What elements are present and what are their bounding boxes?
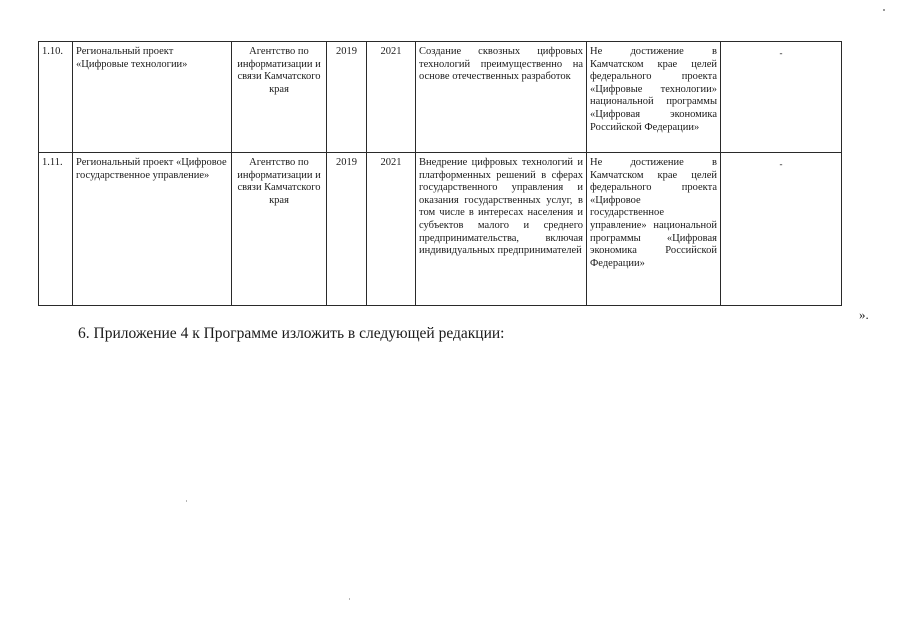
start-year: 2019	[327, 153, 367, 306]
project-name: Региональный проект «Цифровое государственное управление»	[73, 153, 232, 306]
section-heading: 6. Приложение 4 к Программе изложить в следующей редакции:	[78, 325, 505, 342]
end-year: 2021	[367, 153, 416, 306]
scan-speck	[186, 500, 187, 502]
scan-mark	[883, 9, 885, 11]
scan-speck	[349, 598, 350, 600]
row-number: 1.10.	[39, 42, 73, 153]
expected-result: Внедрение цифровых технологий и платформенных решений в сферах государственного управления и оказания государственных услуг, в том числе в интересах населения и субъектов малого и среднего предпринимательства, включая индивидуальных предпринимателей	[416, 153, 587, 306]
project-name: Региональный проект «Цифровые технологии»	[73, 42, 232, 153]
expected-result: Создание сквозных цифровых технологий преимущественно на основе отечественных разработок	[416, 42, 587, 153]
table-row	[39, 42, 842, 153]
table-row	[39, 153, 842, 306]
end-year: 2021	[367, 42, 416, 153]
row-number: 1.11.	[39, 153, 73, 306]
indicator-link-cell	[721, 42, 842, 153]
non-implementation-consequence: Не достижение в Камчатском крае целей федерального проекта «Цифровое государственное управление» национальной программы «Цифровая экономика Российской Федерации»	[587, 153, 721, 306]
non-implementation-consequence: Не достижение в Камчатском крае целей федерального проекта «Цифровые технологии» национальной программы «Цифровая экономика Российской Федерации»	[587, 42, 721, 153]
responsible-agency: Агентство по информатизации и связи Камчатского края	[232, 153, 327, 306]
closing-quote: ».	[859, 307, 869, 322]
program-table	[38, 41, 842, 306]
responsible-agency: Агентство по информатизации и связи Камчатского края	[232, 42, 327, 153]
start-year: 2019	[327, 42, 367, 153]
indicator-link: -	[779, 48, 783, 58]
indicator-link-cell	[721, 153, 842, 306]
indicator-link: -	[779, 159, 783, 169]
